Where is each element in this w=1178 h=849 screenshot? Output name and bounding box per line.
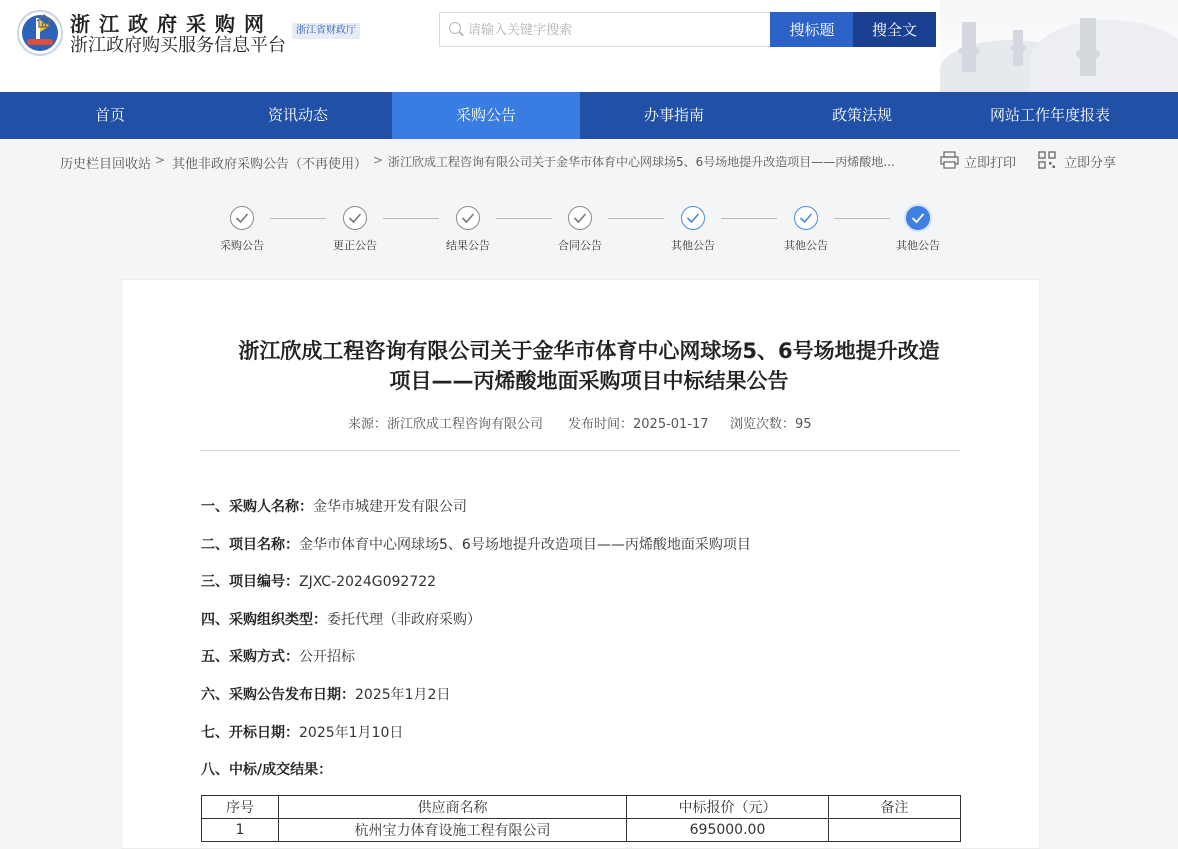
step-label[interactable]: 更正公告 [333, 239, 377, 252]
nav-item-home[interactable]: 首页 [94, 106, 125, 124]
breadcrumb-item-history[interactable]: 历史栏目回收站 [60, 157, 152, 172]
field-procurement-method: 五、采购方式：公开招标 [201, 649, 355, 665]
breadcrumb-item-other[interactable]: 其他非政府采购公告（不再使用） [172, 157, 368, 172]
home-icon[interactable] [36, 14, 52, 28]
step-7-check-icon[interactable] [906, 206, 930, 230]
step-label[interactable]: 采购公告 [220, 239, 264, 252]
step-1-check-icon[interactable] [230, 206, 254, 230]
step-connector [608, 218, 664, 219]
breadcrumb-item-current: 浙江欣成工程咨询有限公司关于金华市体育中心网球场5、6号场地提升改造项目——丙烯酸地... [388, 155, 895, 169]
field-opening-date: 七、开标日期：2025年1月10日 [201, 725, 404, 741]
step-2-check-icon[interactable] [343, 206, 367, 230]
nav-item-news[interactable]: 资讯动态 [267, 106, 328, 124]
article-view-count: 浏览次数：95 [730, 417, 812, 432]
department-badge: 浙江省财政厅 [292, 23, 360, 39]
result-table [201, 795, 961, 842]
nav-item-guide[interactable]: 办事指南 [643, 106, 704, 124]
search-fulltext-button[interactable]: 搜全文 [853, 12, 936, 47]
site-subtitle: 浙江政府购买服务信息平台 [70, 35, 286, 56]
step-label[interactable]: 其他公告 [671, 239, 715, 252]
article-title [0, 336, 1178, 396]
breadcrumb-separator: > [155, 153, 166, 167]
nav-item-procurement[interactable]: 采购公告 [392, 92, 580, 139]
article-publish-time: 发布时间：2025-01-17 [568, 417, 709, 432]
print-icon[interactable] [940, 151, 959, 169]
table-header: 序号 [202, 796, 279, 819]
search-title-button[interactable]: 搜标题 [770, 12, 854, 47]
step-4-check-icon[interactable] [568, 206, 592, 230]
share-button[interactable]: 立即分享 [1064, 156, 1117, 171]
table-header: 中标报价（元） [627, 796, 829, 819]
step-3-check-icon[interactable] [456, 206, 480, 230]
field-project-number: 三、项目编号：ZJXC-2024G092722 [201, 574, 437, 590]
table-cell: 杭州宝力体育设施工程有限公司 [279, 819, 627, 842]
table-row [202, 819, 961, 842]
header-landscape-decoration [940, 0, 1178, 92]
step-connector [834, 218, 890, 219]
article-source: 来源：浙江欣成工程咨询有限公司 [348, 417, 544, 432]
field-project-name: 二、项目名称：金华市体育中心网球场5、6号场地提升改造项目——丙烯酸地面采购项目 [201, 537, 751, 553]
step-label[interactable]: 合同公告 [558, 239, 602, 252]
step-label[interactable]: 其他公告 [784, 239, 828, 252]
field-announcement-date: 六、采购公告发布日期：2025年1月2日 [201, 687, 451, 703]
site-header [0, 0, 1178, 92]
step-connector [383, 218, 439, 219]
nav-item-policy[interactable]: 政策法规 [831, 106, 892, 124]
print-button[interactable]: 立即打印 [964, 156, 1017, 171]
table-header-row [202, 796, 961, 819]
site-name[interactable]: 浙江政府采购网 [70, 12, 273, 36]
breadcrumb-separator: > [373, 153, 384, 167]
table-cell [829, 819, 961, 842]
search-input[interactable] [468, 19, 763, 41]
article-title-line: 项目——丙烯酸地面采购项目中标结果公告 [389, 369, 789, 393]
table-cell: 695000.00 [627, 819, 829, 842]
step-label[interactable]: 结果公告 [446, 239, 490, 252]
article-divider [200, 450, 960, 451]
nav-item-annual-report[interactable]: 网站工作年度报表 [989, 106, 1110, 124]
step-5-check-icon[interactable] [681, 206, 705, 230]
field-result: 八、中标/成交结果： [201, 762, 333, 778]
step-label[interactable]: 其他公告 [896, 239, 940, 252]
main-nav [0, 92, 1178, 139]
table-cell: 1 [202, 819, 279, 842]
step-connector [270, 218, 326, 219]
qr-code-icon[interactable] [1038, 151, 1056, 169]
search-icon [449, 22, 461, 34]
search-box [439, 12, 772, 47]
field-org-type: 四、采购组织类型：委托代理（非政府采购） [201, 612, 481, 628]
step-connector [496, 218, 552, 219]
table-header: 供应商名称 [279, 796, 627, 819]
step-connector [721, 218, 777, 219]
article-title-line: 浙江欣成工程咨询有限公司关于金华市体育中心网球场5、6号场地提升改造 [238, 339, 940, 363]
step-6-check-icon[interactable] [794, 206, 818, 230]
field-purchaser: 一、采购人名称：金华市城建开发有限公司 [201, 499, 467, 515]
table-header: 备注 [829, 796, 961, 819]
